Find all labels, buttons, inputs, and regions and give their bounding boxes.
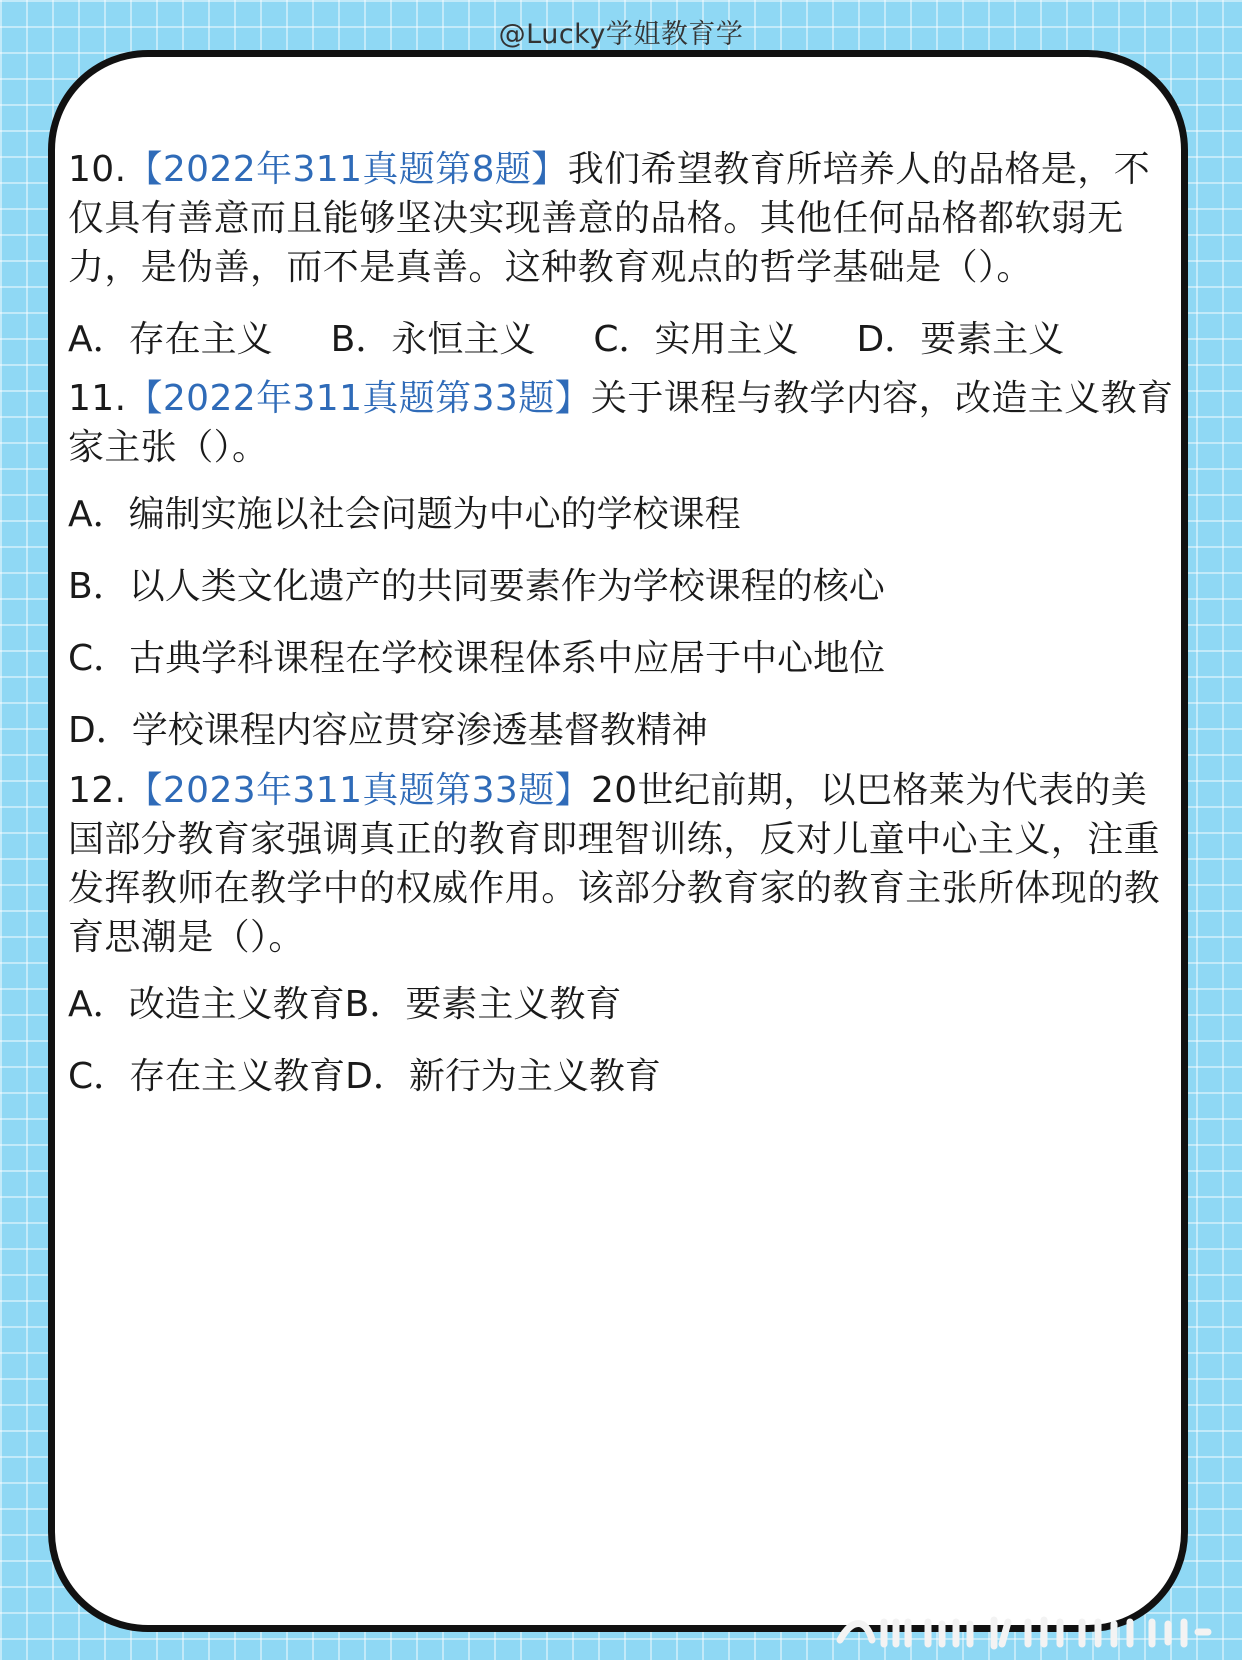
option-d: D．学校课程内容应贯穿渗透基督教精神: [68, 710, 708, 751]
question-stem: 20世纪前期，以巴格莱为代表的美国部分教育家强调真正的教育即理智训练，反对儿童中心主义，注重发挥教师在教学中的权威作用。该部分教育家的教育主张所体现的教育思潮是（）。: [68, 770, 1161, 958]
option-b: B．以人类文化遗产的共同要素作为学校课程的核心: [68, 566, 885, 607]
question-10: [68, 145, 1178, 292]
exam-source-tag: 【2022年311真题第33题】: [126, 378, 591, 419]
option-a-b: A．改造主义教育B．要素主义教育: [68, 984, 622, 1025]
option-d: D．要素主义: [856, 319, 1065, 360]
option-a: A．编制实施以社会问题为中心的学校课程: [68, 494, 741, 535]
option-a: A．存在主义: [68, 319, 273, 360]
exam-source-tag: 【2023年311真题第33题】: [126, 770, 591, 811]
question-number: 12.: [68, 770, 127, 811]
option-c-d: C．存在主义教育D．新行为主义教育: [68, 1056, 661, 1097]
question-11: [68, 374, 1178, 472]
question-12: [68, 766, 1178, 962]
question-stem: 我们希望教育所培养人的品格是，不仅具有善意而且能够坚决实现善意的品格。其他任何品格都软弱无力，是伪善，而不是真善。这种教育观点的哲学基础是（）。: [68, 149, 1151, 288]
watermark-handle: @Lucky学姐教育学: [498, 19, 744, 50]
option-c: C．古典学科课程在学校课程体系中应居于中心地位: [68, 638, 886, 679]
question-list: [68, 145, 1178, 1106]
option-c: C．实用主义: [593, 319, 799, 360]
signature-scribble-graphic: [832, 1612, 1212, 1652]
question-10-options: [68, 312, 1178, 368]
question-number: 11.: [68, 378, 127, 419]
question-stem: 关于课程与教学内容，改造主义教育家主张（）。: [68, 378, 1174, 468]
exam-source-tag: 【2022年311真题第8题】: [126, 149, 568, 190]
option-b: B．永恒主义: [330, 319, 536, 360]
question-number: 10.: [68, 149, 127, 190]
